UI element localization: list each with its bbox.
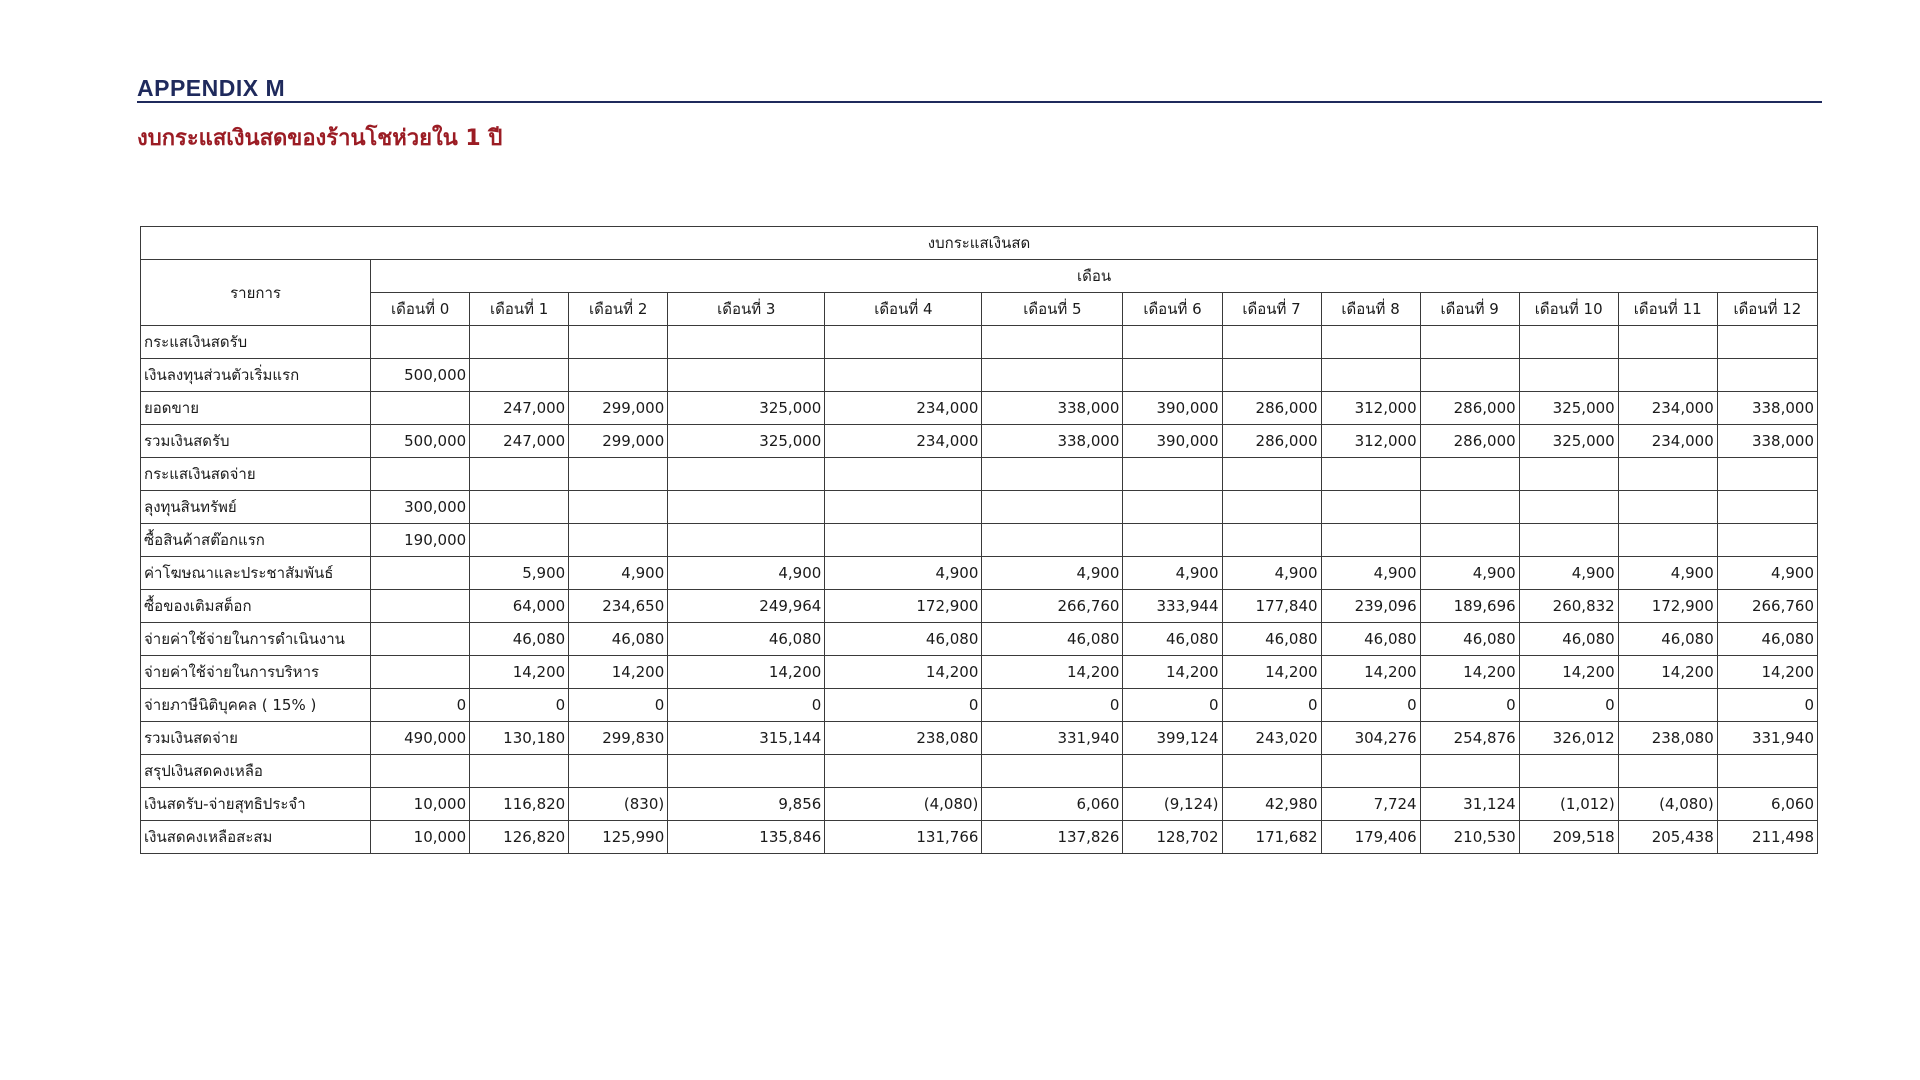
value-cell: 42,980 — [1222, 788, 1321, 821]
row-label: ซื้อสินค้าสต๊อกแรก — [141, 524, 371, 557]
value-cell: 46,080 — [1123, 623, 1222, 656]
value-cell — [569, 755, 668, 788]
value-cell — [371, 326, 470, 359]
value-cell: 128,702 — [1123, 821, 1222, 854]
value-cell — [1123, 524, 1222, 557]
value-cell: 0 — [1420, 689, 1519, 722]
month-header: เดือนที่ 10 — [1519, 293, 1618, 326]
value-cell — [982, 359, 1123, 392]
row-label: ลุงทุนสินทรัพย์ — [141, 491, 371, 524]
value-cell: 64,000 — [470, 590, 569, 623]
value-cell — [1321, 359, 1420, 392]
value-cell: 331,940 — [982, 722, 1123, 755]
value-cell: 171,682 — [1222, 821, 1321, 854]
value-cell: 14,200 — [1420, 656, 1519, 689]
value-cell: 312,000 — [1321, 392, 1420, 425]
value-cell — [1618, 755, 1717, 788]
value-cell: 4,900 — [1519, 557, 1618, 590]
value-cell — [668, 524, 825, 557]
value-cell — [1519, 458, 1618, 491]
value-cell: 46,080 — [1321, 623, 1420, 656]
value-cell: 286,000 — [1222, 425, 1321, 458]
row-label: เงินลงทุนส่วนตัวเริ่มแรก — [141, 359, 371, 392]
value-cell — [1717, 326, 1817, 359]
value-cell: 266,760 — [1717, 590, 1817, 623]
month-header: เดือนที่ 1 — [470, 293, 569, 326]
value-cell: 131,766 — [825, 821, 982, 854]
value-cell — [1717, 359, 1817, 392]
value-cell — [1519, 524, 1618, 557]
value-cell: 286,000 — [1420, 392, 1519, 425]
value-cell — [1420, 359, 1519, 392]
value-cell: 234,000 — [825, 392, 982, 425]
value-cell — [470, 326, 569, 359]
row-label: ค่าโฆษณาและประชาสัมพันธ์ — [141, 557, 371, 590]
value-cell: 239,096 — [1321, 590, 1420, 623]
row-label: กระแสเงินสดจ่าย — [141, 458, 371, 491]
value-cell: 325,000 — [668, 425, 825, 458]
value-cell: 0 — [1222, 689, 1321, 722]
value-cell: 14,200 — [1618, 656, 1717, 689]
value-cell — [1717, 491, 1817, 524]
value-cell: 326,012 — [1519, 722, 1618, 755]
value-cell: 254,876 — [1420, 722, 1519, 755]
value-cell: 0 — [371, 689, 470, 722]
value-cell — [825, 755, 982, 788]
value-cell — [1420, 491, 1519, 524]
value-cell — [470, 755, 569, 788]
table-row — [141, 557, 1818, 590]
value-cell: 390,000 — [1123, 425, 1222, 458]
table-row — [141, 821, 1818, 854]
value-cell: 177,840 — [1222, 590, 1321, 623]
value-cell: 286,000 — [1222, 392, 1321, 425]
value-cell: (4,080) — [825, 788, 982, 821]
cash-flow-table — [140, 226, 1818, 854]
value-cell: 0 — [569, 689, 668, 722]
value-cell — [825, 458, 982, 491]
value-cell — [982, 524, 1123, 557]
value-cell: 46,080 — [668, 623, 825, 656]
value-cell — [371, 557, 470, 590]
table-row — [141, 656, 1818, 689]
table-body — [141, 326, 1818, 854]
value-cell — [1519, 491, 1618, 524]
value-cell — [1123, 359, 1222, 392]
value-cell: 338,000 — [1717, 425, 1817, 458]
month-header: เดือนที่ 5 — [982, 293, 1123, 326]
table-title: งบกระแสเงินสด — [141, 227, 1818, 260]
value-cell — [1717, 458, 1817, 491]
value-cell: 130,180 — [470, 722, 569, 755]
value-cell: 14,200 — [668, 656, 825, 689]
table-row — [141, 491, 1818, 524]
table-row — [141, 392, 1818, 425]
value-cell: 338,000 — [982, 392, 1123, 425]
value-cell — [1321, 491, 1420, 524]
value-cell: 172,900 — [1618, 590, 1717, 623]
value-cell — [1717, 524, 1817, 557]
table-row — [141, 722, 1818, 755]
value-cell: 238,080 — [825, 722, 982, 755]
value-cell — [1618, 359, 1717, 392]
month-header: เดือนที่ 9 — [1420, 293, 1519, 326]
value-cell: 46,080 — [982, 623, 1123, 656]
value-cell: 234,000 — [1618, 425, 1717, 458]
value-cell — [1222, 359, 1321, 392]
value-cell: (4,080) — [1618, 788, 1717, 821]
value-cell — [1519, 359, 1618, 392]
table-row — [141, 326, 1818, 359]
value-cell: 14,200 — [1321, 656, 1420, 689]
value-cell: 126,820 — [470, 821, 569, 854]
value-cell: 4,900 — [1321, 557, 1420, 590]
value-cell: 249,964 — [668, 590, 825, 623]
value-cell: 46,080 — [1519, 623, 1618, 656]
value-cell — [470, 524, 569, 557]
value-cell: 299,000 — [569, 425, 668, 458]
value-cell: 211,498 — [1717, 821, 1817, 854]
row-label: ยอดขาย — [141, 392, 371, 425]
value-cell — [1618, 458, 1717, 491]
value-cell — [1420, 458, 1519, 491]
value-cell — [1222, 458, 1321, 491]
row-label: รวมเงินสดจ่าย — [141, 722, 371, 755]
value-cell — [1618, 524, 1717, 557]
value-cell: 10,000 — [371, 821, 470, 854]
value-cell: 247,000 — [470, 425, 569, 458]
table-row — [141, 755, 1818, 788]
table-row — [141, 458, 1818, 491]
value-cell: 0 — [825, 689, 982, 722]
row-label: ซื้อของเติมสต็อก — [141, 590, 371, 623]
value-cell — [982, 491, 1123, 524]
value-cell: 266,760 — [982, 590, 1123, 623]
value-cell: 234,650 — [569, 590, 668, 623]
table-row — [141, 359, 1818, 392]
value-cell — [982, 755, 1123, 788]
value-cell: 14,200 — [825, 656, 982, 689]
value-cell: 243,020 — [1222, 722, 1321, 755]
month-header: เดือนที่ 11 — [1618, 293, 1717, 326]
value-cell: 46,080 — [470, 623, 569, 656]
value-cell — [668, 326, 825, 359]
row-label: รวมเงินสดรับ — [141, 425, 371, 458]
value-cell — [668, 755, 825, 788]
row-label: เงินสดรับ-จ่ายสุทธิประจำ — [141, 788, 371, 821]
table-row — [141, 524, 1818, 557]
value-cell: 0 — [1123, 689, 1222, 722]
value-cell — [1123, 755, 1222, 788]
value-cell: 0 — [1519, 689, 1618, 722]
value-cell — [371, 392, 470, 425]
value-cell: 286,000 — [1420, 425, 1519, 458]
row-label: สรุปเงินสดคงเหลือ — [141, 755, 371, 788]
value-cell — [470, 491, 569, 524]
value-cell: 14,200 — [1519, 656, 1618, 689]
page-subtitle: งบกระแสเงินสดของร้านโชห่วยใน 1 ปี — [137, 126, 503, 151]
value-cell: 14,200 — [1222, 656, 1321, 689]
value-cell: 247,000 — [470, 392, 569, 425]
value-cell: 4,900 — [825, 557, 982, 590]
month-header: เดือนที่ 6 — [1123, 293, 1222, 326]
value-cell: 172,900 — [825, 590, 982, 623]
appendix-title: APPENDIX M — [137, 75, 286, 101]
value-cell — [470, 359, 569, 392]
value-cell — [1420, 524, 1519, 557]
value-cell: 4,900 — [1222, 557, 1321, 590]
value-cell: 31,124 — [1420, 788, 1519, 821]
value-cell: 312,000 — [1321, 425, 1420, 458]
value-cell: 209,518 — [1519, 821, 1618, 854]
value-cell: 4,900 — [1717, 557, 1817, 590]
value-cell: 6,060 — [982, 788, 1123, 821]
value-cell: 189,696 — [1420, 590, 1519, 623]
value-cell: 304,276 — [1321, 722, 1420, 755]
value-cell: 4,900 — [569, 557, 668, 590]
value-cell — [825, 326, 982, 359]
table-row — [141, 689, 1818, 722]
value-cell: 0 — [1717, 689, 1817, 722]
row-label: กระแสเงินสดรับ — [141, 326, 371, 359]
value-cell — [1123, 326, 1222, 359]
value-cell: 46,080 — [1618, 623, 1717, 656]
value-cell: 333,944 — [1123, 590, 1222, 623]
value-cell — [470, 458, 569, 491]
value-cell — [1321, 326, 1420, 359]
cash-flow-sheet — [140, 226, 1818, 854]
value-cell — [1618, 689, 1717, 722]
table-row — [141, 590, 1818, 623]
value-cell: 14,200 — [982, 656, 1123, 689]
value-cell: 14,200 — [1717, 656, 1817, 689]
row-label: จ่ายค่าใช้จ่ายในการดำเนินงาน — [141, 623, 371, 656]
value-cell — [1519, 755, 1618, 788]
month-header-row — [141, 293, 1818, 326]
value-cell: 190,000 — [371, 524, 470, 557]
value-cell: 331,940 — [1717, 722, 1817, 755]
value-cell: 46,080 — [1222, 623, 1321, 656]
value-cell: 14,200 — [1123, 656, 1222, 689]
value-cell — [1519, 326, 1618, 359]
value-cell — [825, 491, 982, 524]
value-cell: 4,900 — [1618, 557, 1717, 590]
value-cell — [1123, 458, 1222, 491]
value-cell — [371, 590, 470, 623]
month-header: เดือนที่ 12 — [1717, 293, 1817, 326]
month-header: เดือนที่ 3 — [668, 293, 825, 326]
value-cell — [371, 623, 470, 656]
value-cell — [569, 491, 668, 524]
value-cell — [1222, 755, 1321, 788]
value-cell — [1321, 524, 1420, 557]
value-cell: 0 — [1321, 689, 1420, 722]
value-cell: 210,530 — [1420, 821, 1519, 854]
value-cell: 46,080 — [825, 623, 982, 656]
value-cell: 4,900 — [1123, 557, 1222, 590]
value-cell: 9,856 — [668, 788, 825, 821]
value-cell: 325,000 — [668, 392, 825, 425]
value-cell: 4,900 — [1420, 557, 1519, 590]
value-cell: 7,724 — [1321, 788, 1420, 821]
value-cell: 490,000 — [371, 722, 470, 755]
value-cell: 205,438 — [1618, 821, 1717, 854]
table-row — [141, 425, 1818, 458]
value-cell: (9,124) — [1123, 788, 1222, 821]
value-cell: 234,000 — [1618, 392, 1717, 425]
value-cell: 325,000 — [1519, 392, 1618, 425]
value-cell: 338,000 — [982, 425, 1123, 458]
value-cell: (830) — [569, 788, 668, 821]
value-cell: 500,000 — [371, 359, 470, 392]
value-cell — [1222, 524, 1321, 557]
value-cell — [825, 524, 982, 557]
value-cell: 0 — [470, 689, 569, 722]
value-cell — [371, 755, 470, 788]
value-cell — [668, 458, 825, 491]
value-cell: 338,000 — [1717, 392, 1817, 425]
value-cell: 116,820 — [470, 788, 569, 821]
value-cell: 299,000 — [569, 392, 668, 425]
row-label: เงินสดคงเหลือสะสม — [141, 821, 371, 854]
value-cell — [1321, 755, 1420, 788]
value-cell — [982, 326, 1123, 359]
table-row — [141, 623, 1818, 656]
value-cell — [982, 458, 1123, 491]
value-cell: (1,012) — [1519, 788, 1618, 821]
value-cell — [1420, 755, 1519, 788]
value-cell: 325,000 — [1519, 425, 1618, 458]
value-cell — [569, 326, 668, 359]
value-cell — [1222, 491, 1321, 524]
month-header: เดือนที่ 4 — [825, 293, 982, 326]
value-cell: 0 — [982, 689, 1123, 722]
value-cell — [569, 359, 668, 392]
value-cell: 238,080 — [1618, 722, 1717, 755]
row-label: จ่ายค่าใช้จ่ายในการบริหาร — [141, 656, 371, 689]
value-cell: 46,080 — [1717, 623, 1817, 656]
month-header: เดือนที่ 2 — [569, 293, 668, 326]
month-group-header: เดือน — [371, 260, 1818, 293]
value-cell — [371, 656, 470, 689]
value-cell — [371, 458, 470, 491]
value-cell: 46,080 — [1420, 623, 1519, 656]
value-cell: 137,826 — [982, 821, 1123, 854]
value-cell — [1321, 458, 1420, 491]
month-header: เดือนที่ 7 — [1222, 293, 1321, 326]
value-cell: 315,144 — [668, 722, 825, 755]
value-cell: 500,000 — [371, 425, 470, 458]
value-cell — [1618, 326, 1717, 359]
value-cell: 260,832 — [1519, 590, 1618, 623]
value-cell: 179,406 — [1321, 821, 1420, 854]
value-cell — [1420, 326, 1519, 359]
table-row — [141, 788, 1818, 821]
value-cell: 234,000 — [825, 425, 982, 458]
value-cell: 299,830 — [569, 722, 668, 755]
value-cell — [668, 491, 825, 524]
value-cell: 14,200 — [470, 656, 569, 689]
value-cell — [825, 359, 982, 392]
row-label: จ่ายภาษีนิติบุคคล ( 15% ) — [141, 689, 371, 722]
value-cell — [668, 359, 825, 392]
value-cell: 399,124 — [1123, 722, 1222, 755]
value-cell: 10,000 — [371, 788, 470, 821]
value-cell: 300,000 — [371, 491, 470, 524]
month-header: เดือนที่ 0 — [371, 293, 470, 326]
value-cell: 5,900 — [470, 557, 569, 590]
title-underline — [137, 101, 1822, 103]
value-cell: 4,900 — [982, 557, 1123, 590]
value-cell: 0 — [668, 689, 825, 722]
value-cell: 135,846 — [668, 821, 825, 854]
value-cell — [569, 524, 668, 557]
value-cell — [1123, 491, 1222, 524]
value-cell: 6,060 — [1717, 788, 1817, 821]
month-header: เดือนที่ 8 — [1321, 293, 1420, 326]
value-cell: 4,900 — [668, 557, 825, 590]
value-cell: 125,990 — [569, 821, 668, 854]
item-column-header: รายการ — [141, 260, 371, 326]
value-cell: 390,000 — [1123, 392, 1222, 425]
value-cell — [1222, 326, 1321, 359]
value-cell: 14,200 — [569, 656, 668, 689]
value-cell — [1618, 491, 1717, 524]
value-cell: 46,080 — [569, 623, 668, 656]
value-cell — [569, 458, 668, 491]
value-cell — [1717, 755, 1817, 788]
